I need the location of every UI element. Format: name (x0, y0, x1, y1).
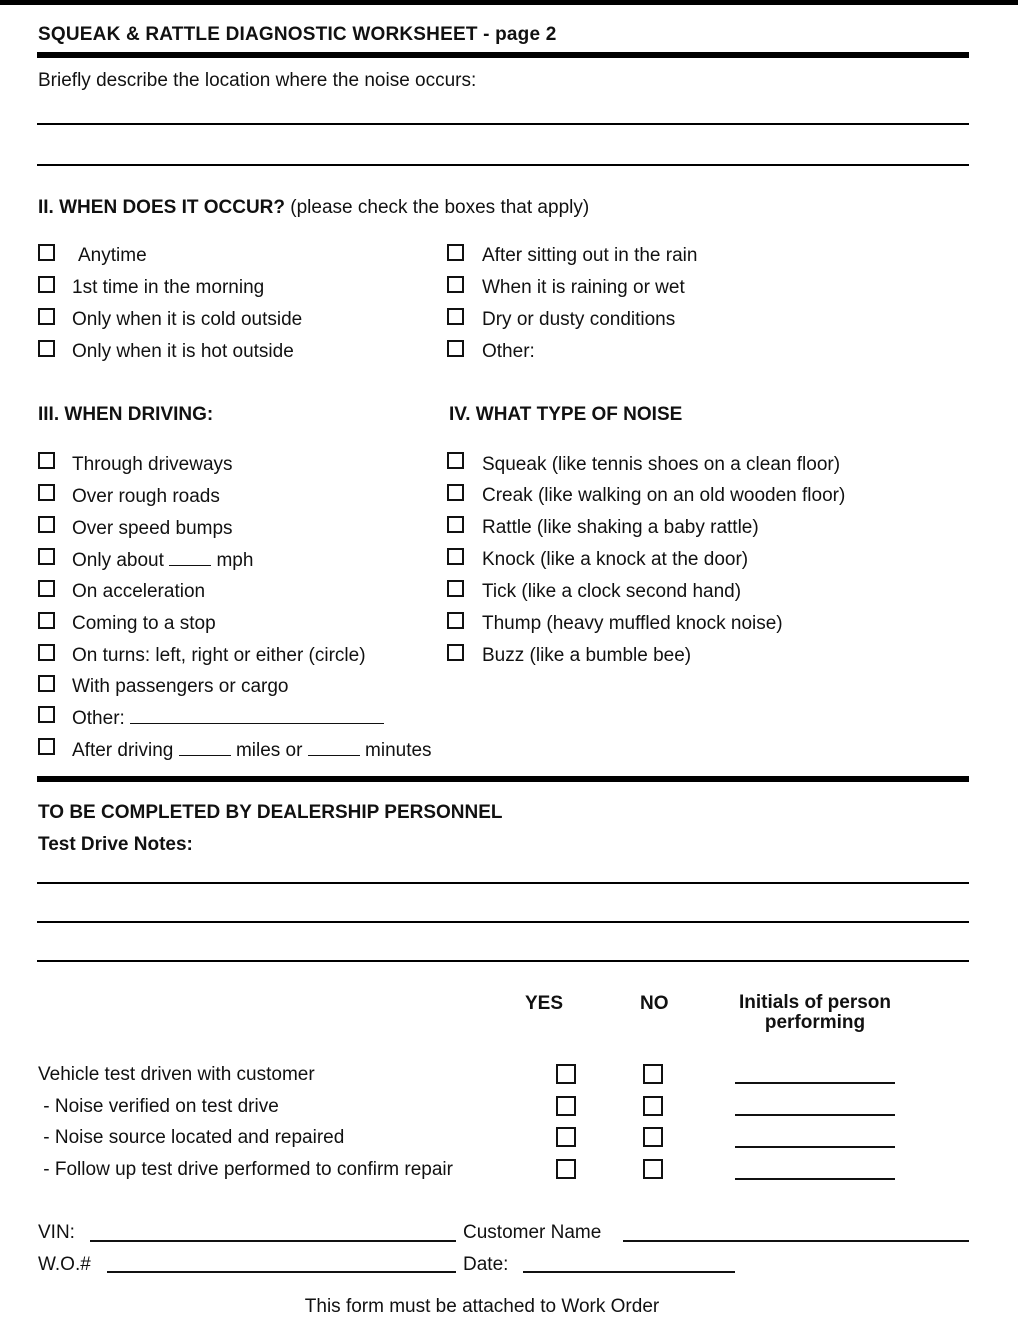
wo-field[interactable] (107, 1271, 456, 1273)
notes-line-3[interactable] (37, 960, 969, 962)
section-2-heading (38, 197, 589, 219)
label-thump: Thump (heavy muffled knock noise) (482, 613, 783, 634)
no-checkbox-source-repaired[interactable] (643, 1127, 663, 1147)
checkbox-coming-to-stop[interactable] (38, 612, 55, 629)
label-after-driving (72, 739, 432, 762)
column-yes: YES (525, 993, 564, 1014)
title-divider (37, 52, 969, 58)
minutes-blank[interactable] (308, 739, 360, 756)
checkbox-passengers-cargo[interactable] (38, 675, 55, 692)
location-line-2[interactable] (37, 164, 969, 166)
label-speed-bumps: Over speed bumps (72, 518, 233, 539)
checkbox-only-about-mph[interactable] (38, 548, 55, 565)
checkbox-rattle[interactable] (447, 516, 464, 533)
driving-other-label: Other: (72, 708, 125, 729)
label-acceleration: On acceleration (72, 581, 206, 602)
mph-prefix: Only about (72, 550, 164, 571)
location-prompt: Briefly describe the location where the noise occurs: (38, 70, 477, 91)
checkbox-acceleration[interactable] (38, 580, 55, 597)
label-only-about-mph (72, 549, 253, 572)
no-checkbox-test-driven[interactable] (643, 1064, 663, 1084)
checkbox-after-driving[interactable] (38, 738, 55, 755)
initials-line-noise-verified[interactable] (735, 1114, 895, 1116)
checkbox-occur-other[interactable] (447, 340, 464, 357)
label-driving-other (72, 707, 384, 730)
label-dry-dusty: Dry or dusty conditions (482, 309, 676, 330)
row-follow-up: - Follow up test drive performed to confirm repair (38, 1159, 453, 1180)
initials-line-follow-up[interactable] (735, 1178, 895, 1180)
column-initials-line-1: Initials of person (738, 992, 892, 1013)
initials-line-test-driven[interactable] (735, 1082, 895, 1084)
label-turns: On turns: left, right or either (circle) (72, 645, 366, 666)
label-tick: Tick (like a clock second hand) (482, 581, 742, 602)
notes-line-1[interactable] (37, 882, 969, 884)
after-driving-suffix: minutes (365, 740, 432, 761)
label-after-rain: After sitting out in the rain (482, 245, 698, 266)
section-2-title: II. WHEN DOES IT OCCUR? (38, 197, 285, 218)
checkbox-after-rain[interactable] (447, 244, 464, 261)
checkbox-knock[interactable] (447, 548, 464, 565)
label-hot-outside: Only when it is hot outside (72, 341, 294, 362)
label-driveways: Through driveways (72, 454, 233, 475)
notes-line-2[interactable] (37, 921, 969, 923)
checkbox-creak[interactable] (447, 484, 464, 501)
label-squeak: Squeak (like tennis shoes on a clean floor) (482, 454, 841, 475)
checkbox-raining-wet[interactable] (447, 276, 464, 293)
label-buzz: Buzz (like a bumble bee) (482, 645, 692, 666)
checkbox-buzz[interactable] (447, 644, 464, 661)
label-cold-outside: Only when it is cold outside (72, 309, 303, 330)
top-border (0, 0, 1018, 5)
label-occur-other: Other: (482, 341, 535, 362)
mph-suffix: mph (216, 550, 254, 571)
checkbox-cold-outside[interactable] (38, 308, 55, 325)
column-initials (733, 993, 897, 1033)
customer-name-field[interactable] (623, 1240, 969, 1242)
location-line-1[interactable] (37, 123, 969, 125)
label-anytime: Anytime (78, 245, 147, 266)
checkbox-driveways[interactable] (38, 452, 55, 469)
dealer-heading: TO BE COMPLETED BY DEALERSHIP PERSONNEL (38, 802, 503, 823)
label-passengers-cargo: With passengers or cargo (72, 676, 289, 697)
checkbox-squeak[interactable] (447, 452, 464, 469)
checkbox-driving-other[interactable] (38, 706, 55, 723)
row-noise-verified: - Noise verified on test drive (38, 1096, 279, 1117)
checkbox-anytime[interactable] (38, 244, 55, 261)
column-initials-line-2: performing (764, 1012, 866, 1033)
dealer-divider (37, 776, 969, 782)
customer-name-label: Customer Name (463, 1222, 602, 1243)
after-driving-mid: miles or (235, 740, 303, 761)
section-4-heading: IV. WHAT TYPE OF NOISE (449, 404, 683, 425)
after-driving-prefix: After driving (72, 740, 174, 761)
section-3-heading: III. WHEN DRIVING: (38, 404, 214, 425)
section-2-note: (please check the boxes that apply) (290, 197, 590, 218)
checkbox-dry-dusty[interactable] (447, 308, 464, 325)
driving-other-blank[interactable] (130, 707, 384, 724)
label-raining-wet: When it is raining or wet (482, 277, 685, 298)
yes-checkbox-test-driven[interactable] (556, 1064, 576, 1084)
vin-field[interactable] (90, 1240, 456, 1242)
row-test-driven: Vehicle test driven with customer (38, 1064, 315, 1085)
label-rattle: Rattle (like shaking a baby rattle) (482, 517, 759, 538)
wo-label: W.O.# (38, 1254, 91, 1275)
column-no: NO (640, 993, 669, 1014)
row-source-repaired: - Noise source located and repaired (38, 1127, 345, 1148)
checkbox-rough-roads[interactable] (38, 484, 55, 501)
mph-blank[interactable] (169, 549, 211, 566)
yes-checkbox-follow-up[interactable] (556, 1159, 576, 1179)
yes-checkbox-noise-verified[interactable] (556, 1096, 576, 1116)
label-creak: Creak (like walking on an old wooden floor) (482, 485, 846, 506)
label-first-time-morning: 1st time in the morning (72, 277, 265, 298)
page-title: SQUEAK & RATTLE DIAGNOSTIC WORKSHEET - page 2 (38, 24, 557, 45)
label-rough-roads: Over rough roads (72, 486, 220, 507)
yes-checkbox-source-repaired[interactable] (556, 1127, 576, 1147)
checkbox-speed-bumps[interactable] (38, 516, 55, 533)
miles-blank[interactable] (179, 739, 231, 756)
initials-line-source-repaired[interactable] (735, 1146, 895, 1148)
no-checkbox-noise-verified[interactable] (643, 1096, 663, 1116)
checkbox-tick[interactable] (447, 580, 464, 597)
checkbox-first-time-morning[interactable] (38, 276, 55, 293)
checkbox-turns[interactable] (38, 644, 55, 661)
checkbox-hot-outside[interactable] (38, 340, 55, 357)
date-label: Date: (463, 1254, 509, 1275)
date-field[interactable] (523, 1271, 735, 1273)
no-checkbox-follow-up[interactable] (643, 1159, 663, 1179)
test-drive-notes-label: Test Drive Notes: (38, 834, 193, 855)
vin-label: VIN: (38, 1222, 75, 1243)
label-knock: Knock (like a knock at the door) (482, 549, 749, 570)
label-coming-to-stop: Coming to a stop (72, 613, 216, 634)
footer-note: This form must be attached to Work Order (304, 1296, 660, 1317)
checkbox-thump[interactable] (447, 612, 464, 629)
